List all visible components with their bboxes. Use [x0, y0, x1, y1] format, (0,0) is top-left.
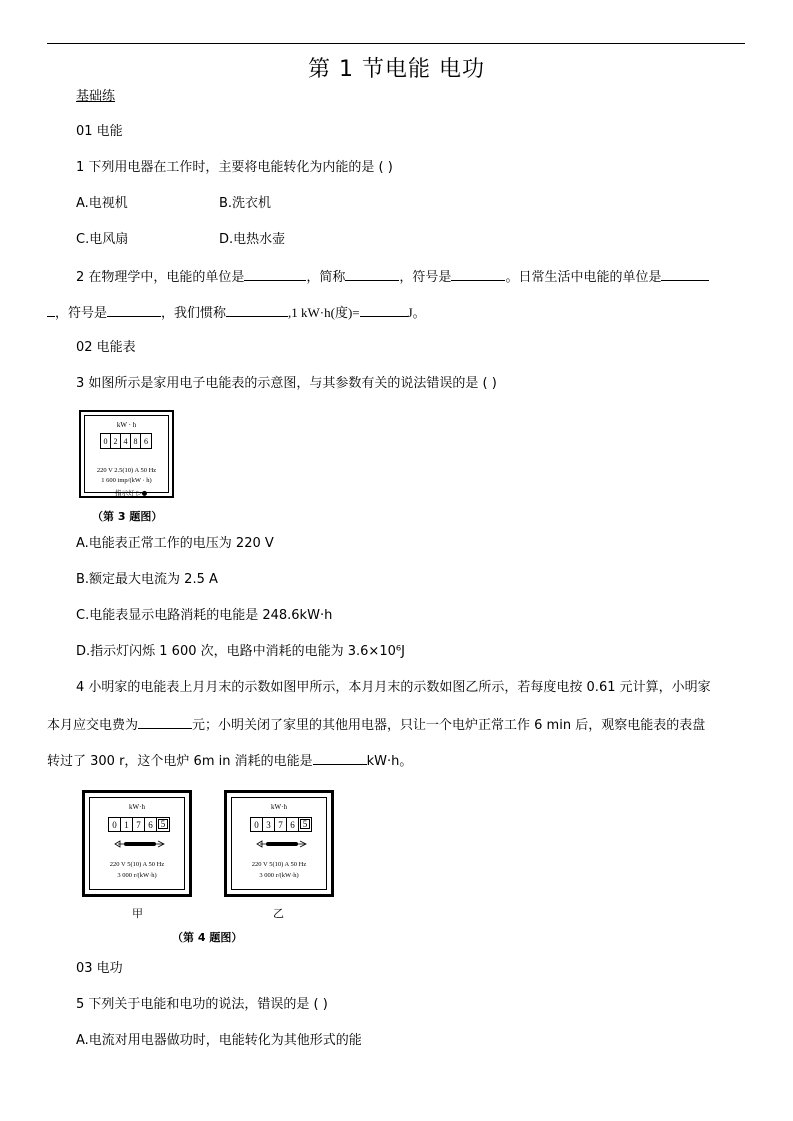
question-2-text-2: ，简称 — [306, 270, 346, 285]
meter-digits — [250, 817, 312, 832]
question-4-text-2b: 元；小明关闭了家里的其他用电器，只让一个电炉正常工作 6 min 后，观察电能表的表盘 — [192, 718, 706, 733]
section-basic: 基础练 — [76, 89, 116, 104]
figure-3-caption: （第 3 题图） — [92, 510, 163, 523]
blank[interactable] — [107, 303, 161, 317]
electric-meter-figure-3 — [79, 410, 174, 498]
electric-meter-figure-4-b — [224, 790, 334, 897]
meter-digit: 6 — [145, 818, 157, 831]
question-4-text-2a: 本月应交电费为 — [47, 718, 139, 733]
question-3-option-c: C.电能表显示电路消耗的电能是 248.6kW·h — [76, 608, 333, 623]
question-1-stem: 1 下列用电器在工作时，主要将电能转化为内能的是 ( ) — [76, 160, 393, 175]
question-2-text-6: ，我们惯称 — [161, 306, 227, 321]
header-rule — [47, 43, 745, 44]
blank[interactable] — [244, 267, 306, 281]
question-4-text-3a: 转过了 300 r，这个电炉 6m in 消耗的电能是 — [47, 754, 313, 769]
meter-digits — [100, 433, 152, 449]
question-4-line-3 — [47, 751, 412, 771]
meter-digit: 2 — [111, 434, 121, 448]
question-1-option-b: B.洗衣机 — [219, 196, 272, 211]
question-4-line-1: 4 小明家的电能表上月月末的示数如图甲所示，本月月末的示数如图乙所示，若每度电按 0.61 元计算，小明家 — [76, 680, 711, 695]
meter-digit: 0 — [101, 434, 111, 448]
blank[interactable] — [360, 303, 408, 317]
question-5-stem: 5 下列关于电能和电功的说法，错误的是 ( ) — [76, 997, 328, 1012]
page-title: 第 1 节电能 电功 — [308, 57, 485, 82]
meter-unit: kW · h — [116, 421, 137, 429]
meter-unit: kW·h — [271, 803, 287, 811]
meter-unit: kW·h — [129, 803, 145, 811]
question-1-option-d: D.电热水壶 — [219, 232, 286, 247]
meter-panel — [89, 797, 185, 890]
blank[interactable] — [313, 751, 367, 765]
question-3-option-d: D.指示灯闪烁 1 600 次，电路中消耗的电能为 3.6×10⁶J — [76, 644, 405, 659]
question-4-line-2 — [47, 715, 705, 735]
question-1-option-a: A.电视机 — [76, 196, 128, 211]
question-3-option-b: B.额定最大电流为 2.5 A — [76, 572, 218, 587]
blank[interactable] — [345, 267, 399, 281]
question-5-option-a: A.电流对用电器做功时，电能转化为其他形式的能 — [76, 1033, 362, 1048]
blank[interactable] — [451, 267, 505, 281]
question-2-line-2 — [47, 303, 426, 323]
meter-digit: 5 — [158, 819, 168, 829]
figure-4-caption: （第 4 题图） — [172, 931, 243, 944]
question-2-text-4: 。日常生活中电能的单位是 — [505, 270, 662, 285]
question-2-text-5: ，符号是 — [55, 306, 108, 321]
blank[interactable] — [226, 303, 288, 317]
question-2-text-1: 2 在物理学中，电能的单位是 — [76, 270, 245, 285]
meter-digit: 7 — [133, 818, 145, 831]
meter-panel — [84, 415, 169, 497]
question-2-text-8: J。 — [407, 305, 426, 320]
blank[interactable] — [47, 303, 55, 317]
meter-digit: 0 — [251, 818, 263, 831]
meter-digit: 6 — [144, 436, 148, 446]
meter-digit: 4 — [121, 434, 131, 448]
question-2-line-1 — [76, 267, 709, 287]
question-2-text-7: ,1 kW·h(度)= — [288, 305, 360, 320]
meter-digit: 3 — [263, 818, 275, 831]
question-3-option-a: A.电能表正常工作的电压为 220 V — [76, 536, 274, 551]
meter-spec-1: 220 V 5(10) A 50 Hz — [109, 861, 165, 868]
meter-digit: 8 — [131, 434, 141, 448]
electric-meter-figure-4-a — [82, 790, 192, 897]
meter-digit: 6 — [287, 818, 299, 831]
meter-digit: 7 — [275, 818, 287, 831]
question-1-option-c: C.电风扇 — [76, 232, 129, 247]
question-4-text-3b: kW·h。 — [366, 754, 413, 769]
meter-spec-2: 3 000 r/(kW·h) — [117, 872, 157, 879]
subsection-02: 02 电能表 — [76, 340, 136, 355]
meter-a-label: 甲 — [132, 907, 143, 920]
meter-rotor-icon — [114, 839, 166, 849]
blank[interactable] — [661, 267, 709, 281]
subsection-01: 01 电能 — [76, 124, 123, 139]
meter-b-label: 乙 — [273, 907, 284, 920]
question-3-stem: 3 如图所示是家用电子电能表的示意图，与其参数有关的说法错误的是 ( ) — [76, 376, 497, 391]
meter-digit: 0 — [109, 818, 121, 831]
meter-spec-1: 220 V 5(10) A 50 Hz — [251, 861, 307, 868]
meter-digits — [108, 817, 170, 832]
meter-rotor-icon — [256, 839, 308, 849]
blank[interactable] — [138, 715, 192, 729]
meter-panel — [231, 797, 327, 890]
meter-spec-2: 3 000 r/(kW·h) — [259, 872, 299, 879]
meter-digit: 1 — [121, 818, 133, 831]
meter-spec-2: 1 600 imp/(kW · h) — [101, 477, 152, 484]
meter-spec-1: 220 V 2.5(10) A 50 Hz — [96, 467, 157, 474]
meter-indicator-label: 指示灯 ▷● — [115, 489, 148, 497]
meter-digit: 5 — [300, 819, 310, 829]
question-2-text-3: ，符号是 — [399, 270, 452, 285]
subsection-03: 03 电功 — [76, 961, 123, 976]
